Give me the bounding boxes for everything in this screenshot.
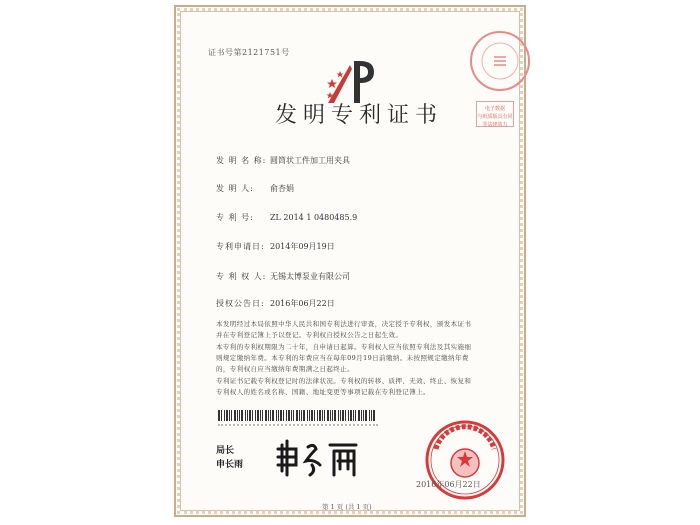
barcode-bar	[234, 410, 236, 421]
barcode-bar	[355, 410, 356, 421]
barcode-bar	[334, 410, 336, 421]
barcode-bar	[262, 410, 263, 421]
barcode-bar	[283, 410, 284, 421]
director-title: 局长	[216, 446, 235, 456]
barcode-bar	[260, 410, 261, 421]
barcode-bar	[342, 410, 344, 421]
barcode-bar	[363, 410, 364, 421]
barcode-bar	[239, 410, 240, 421]
barcode-bar	[237, 410, 238, 421]
barcode-bar	[373, 410, 375, 421]
certificate-page	[174, 5, 526, 517]
barcode-bar	[322, 410, 323, 421]
barcode-bar	[307, 410, 308, 421]
paragraph-term-notice: 本专利的专利权期限为二十年，自申请日起算。专利权人应当依照专利法及其实施细则规定缴纳年费。本专利的年费应当在每年09月19日前缴纳。未按照规定缴纳年费的，专利权自应当缴纳年费期满之日起终止。	[216, 343, 472, 373]
corner-stamp-line: 与纸质版具有同等法律效力	[477, 114, 513, 128]
barcode-bar	[345, 410, 346, 421]
barcode-bar	[327, 410, 329, 421]
field-label: 发 明 名 称:	[216, 156, 267, 165]
barcode-bar	[303, 410, 305, 421]
barcode-bar	[278, 410, 279, 421]
barcode-bar	[272, 410, 274, 421]
field-label: 专 利 号:	[216, 213, 254, 222]
barcode-bar	[369, 410, 370, 421]
barcode-bar	[317, 410, 318, 421]
handwritten-signature	[274, 435, 364, 479]
barcode-bar	[293, 410, 294, 421]
barcode-bar	[338, 410, 339, 421]
barcode-bar	[301, 410, 302, 421]
divider	[218, 424, 378, 429]
barcode-bar	[319, 410, 321, 421]
corner-stamp	[476, 101, 514, 127]
barcode-bar	[340, 410, 341, 421]
field-label: 专利申请日:	[216, 242, 265, 251]
field-value: 2016年06月22日	[270, 299, 335, 308]
field-value: ZL 2014 1 0480485.9	[270, 213, 358, 222]
barcode-bar	[296, 410, 298, 421]
director-name: 申长雨	[216, 460, 244, 470]
barcode-bar	[332, 410, 333, 421]
field-value: 2014年09月19日	[270, 242, 335, 251]
field-inventor	[216, 183, 294, 194]
barcode-bar	[221, 410, 222, 421]
barcode-bar	[245, 410, 246, 421]
barcode-bar	[255, 410, 256, 421]
barcode-bar	[229, 410, 230, 421]
field-value: 俞杏娟	[270, 184, 294, 193]
field-grant-date	[216, 298, 335, 309]
barcode-bar	[358, 410, 360, 421]
barcode-bar	[361, 410, 362, 421]
barcode-bar	[299, 410, 300, 421]
barcode-bar	[288, 410, 290, 421]
corner-stamp-line: 电子数据	[484, 106, 505, 112]
certificate-number: 证书号第2121751号	[208, 48, 290, 57]
barcode-bar	[257, 410, 259, 421]
paragraph-grant-notice: 本发明经过本局依照中华人民共和国专利法进行审查，决定授予专利权，颁发本证书并在专利登记簿上予以登记。专利权自授权公告之日起生效。	[216, 320, 472, 339]
barcode-bar	[226, 410, 228, 421]
barcode-bar	[247, 410, 248, 421]
barcode-icon	[218, 410, 378, 421]
barcode-bar	[314, 410, 315, 421]
page-number: 第 1 页 (共 1 页)	[322, 503, 372, 511]
field-value: 圆筒状工件加工用夹具	[270, 156, 350, 165]
field-patentee	[216, 271, 350, 282]
field-patent-number	[216, 212, 357, 223]
field-value: 无锡太博泵业有限公司	[270, 272, 350, 281]
barcode-bar	[324, 410, 325, 421]
barcode-bar	[224, 410, 225, 421]
barcode-bar	[270, 410, 271, 421]
barcode-bar	[265, 410, 267, 421]
field-label: 授权公告日:	[216, 299, 265, 308]
field-invention-name	[216, 155, 350, 166]
barcode-bar	[280, 410, 282, 421]
barcode-bar	[350, 410, 352, 421]
barcode-bar	[365, 410, 367, 421]
barcode-bar	[353, 410, 354, 421]
barcode-bar	[268, 410, 269, 421]
barcode-bar	[371, 410, 372, 421]
field-application-date	[216, 241, 335, 252]
barcode-bar	[330, 410, 331, 421]
paragraph-legal-status: 专利证书记载专利权登记时的法律状况。专利权的转移、质押、无效、终止、恢复和专利权人的姓名或名称、国籍、地址变更等事项记载在专利登记簿上。	[216, 377, 472, 396]
field-label: 发 明 人:	[216, 184, 254, 193]
barcode-bar	[241, 410, 243, 421]
barcode-bar	[249, 410, 251, 421]
field-label: 专 利 权 人:	[216, 272, 267, 281]
barcode-bar	[218, 410, 220, 421]
certificate-title: 发明专利证书	[274, 103, 443, 128]
barcode-bar	[231, 410, 232, 421]
barcode-bar	[291, 410, 292, 421]
barcode-bar	[311, 410, 313, 421]
barcode-bar	[309, 410, 310, 421]
barcode-bar	[286, 410, 287, 421]
seal-date: 2016年06月22日	[416, 480, 481, 489]
barcode-bar	[252, 410, 253, 421]
corner-seal-icon	[468, 29, 532, 93]
barcode-bar	[348, 410, 349, 421]
barcode-bar	[276, 410, 277, 421]
